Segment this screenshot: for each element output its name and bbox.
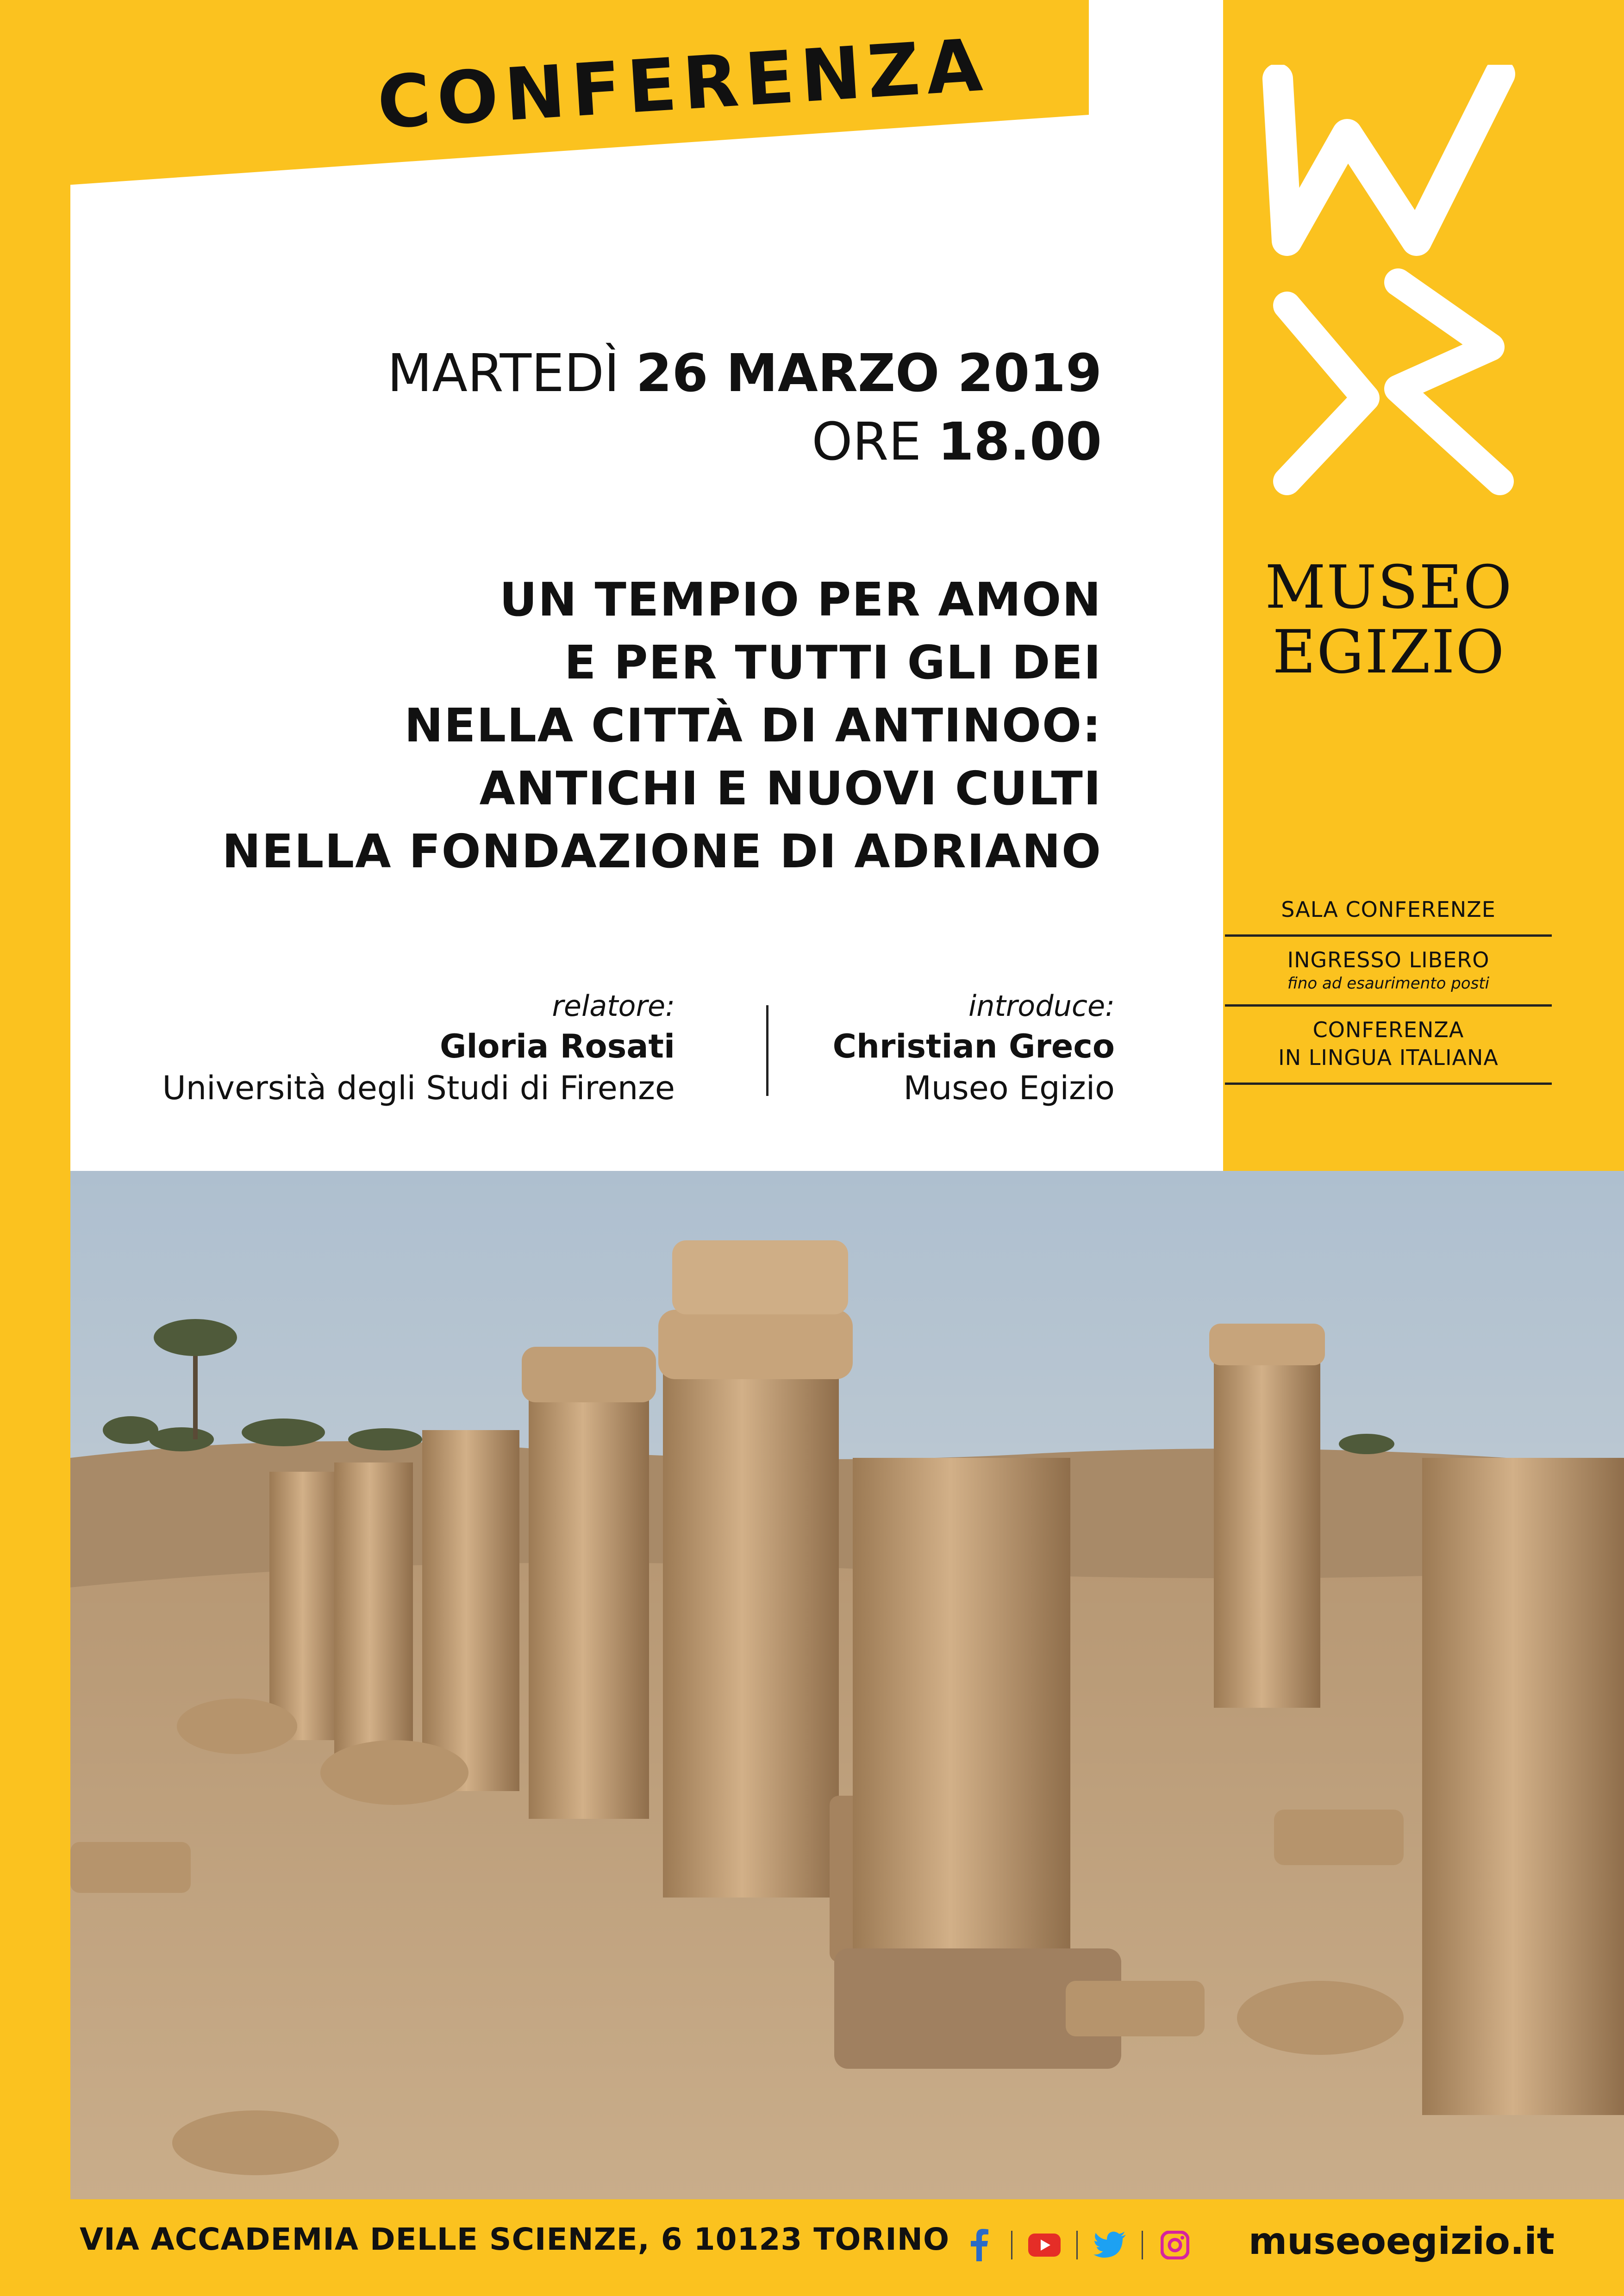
title-line: NELLA CITTÀ DI ANTINOO: bbox=[404, 698, 1102, 753]
speaker-divider bbox=[766, 1005, 768, 1096]
time-prefix: ORE bbox=[812, 412, 922, 472]
logo-line-museo: MUSEO bbox=[1265, 553, 1513, 622]
instagram-icon[interactable] bbox=[1159, 2229, 1191, 2261]
conference-title bbox=[222, 568, 1102, 883]
info-room bbox=[1225, 886, 1552, 937]
event-date bbox=[387, 339, 1102, 408]
social-separator bbox=[1011, 2231, 1012, 2259]
title-line: E PER TUTTI GLI DEI bbox=[564, 635, 1102, 690]
social-links bbox=[963, 2224, 1191, 2266]
conference-label: CONFERENZA bbox=[375, 22, 991, 145]
facebook-icon[interactable] bbox=[963, 2229, 995, 2261]
info-room-label: SALA CONFERENZE bbox=[1281, 897, 1496, 922]
speaker-affiliation: Museo Egizio bbox=[903, 1069, 1115, 1107]
date-value: 26 MARZO 2019 bbox=[636, 343, 1102, 404]
info-language bbox=[1225, 1007, 1552, 1085]
info-language-line1: CONFERENZA bbox=[1312, 1017, 1464, 1042]
speaker-role: introduce: bbox=[968, 989, 1115, 1023]
info-panel bbox=[1225, 886, 1552, 1085]
info-entry bbox=[1225, 937, 1552, 1007]
social-separator bbox=[1142, 2231, 1143, 2259]
speaker-name: Gloria Rosati bbox=[439, 1027, 675, 1065]
logo-line-egizio: EGIZIO bbox=[1272, 618, 1505, 687]
social-separator bbox=[1076, 2231, 1078, 2259]
speaker-role: relatore: bbox=[552, 989, 675, 1023]
title-line: ANTICHI E NUOVI CULTI bbox=[479, 761, 1102, 815]
time-value: 18.00 bbox=[937, 412, 1102, 472]
title-line: NELLA FONDAZIONE DI ADRIANO bbox=[222, 824, 1102, 878]
logo-wordmark bbox=[1225, 555, 1553, 685]
museo-egizio-logo-icon bbox=[1259, 65, 1518, 518]
speaker-block-relatore bbox=[162, 987, 675, 1109]
info-entry-note: fino ad esaurimento posti bbox=[1287, 974, 1490, 993]
date-prefix: MARTEDÌ bbox=[387, 343, 620, 404]
speaker-name: Christian Greco bbox=[832, 1027, 1115, 1065]
temple-columns-photo bbox=[70, 1171, 1624, 2199]
website-link[interactable]: museoegizio.it bbox=[1248, 2220, 1555, 2263]
youtube-icon[interactable] bbox=[1028, 2229, 1061, 2261]
speaker-block-introduce bbox=[833, 987, 1115, 1109]
info-entry-label: INGRESSO LIBERO bbox=[1287, 947, 1490, 972]
event-time bbox=[812, 407, 1102, 477]
title-line: UN TEMPIO PER AMON bbox=[499, 572, 1102, 627]
twitter-icon[interactable] bbox=[1093, 2229, 1126, 2261]
temple-ruins-illustration bbox=[70, 1171, 1624, 2199]
speaker-affiliation: Università degli Studi di Firenze bbox=[162, 1069, 675, 1107]
footer-address: VIA ACCADEMIA DELLE SCIENZE, 6 10123 TORINO bbox=[80, 2221, 950, 2257]
info-language-line2: IN LINGUA ITALIANA bbox=[1278, 1045, 1499, 1070]
